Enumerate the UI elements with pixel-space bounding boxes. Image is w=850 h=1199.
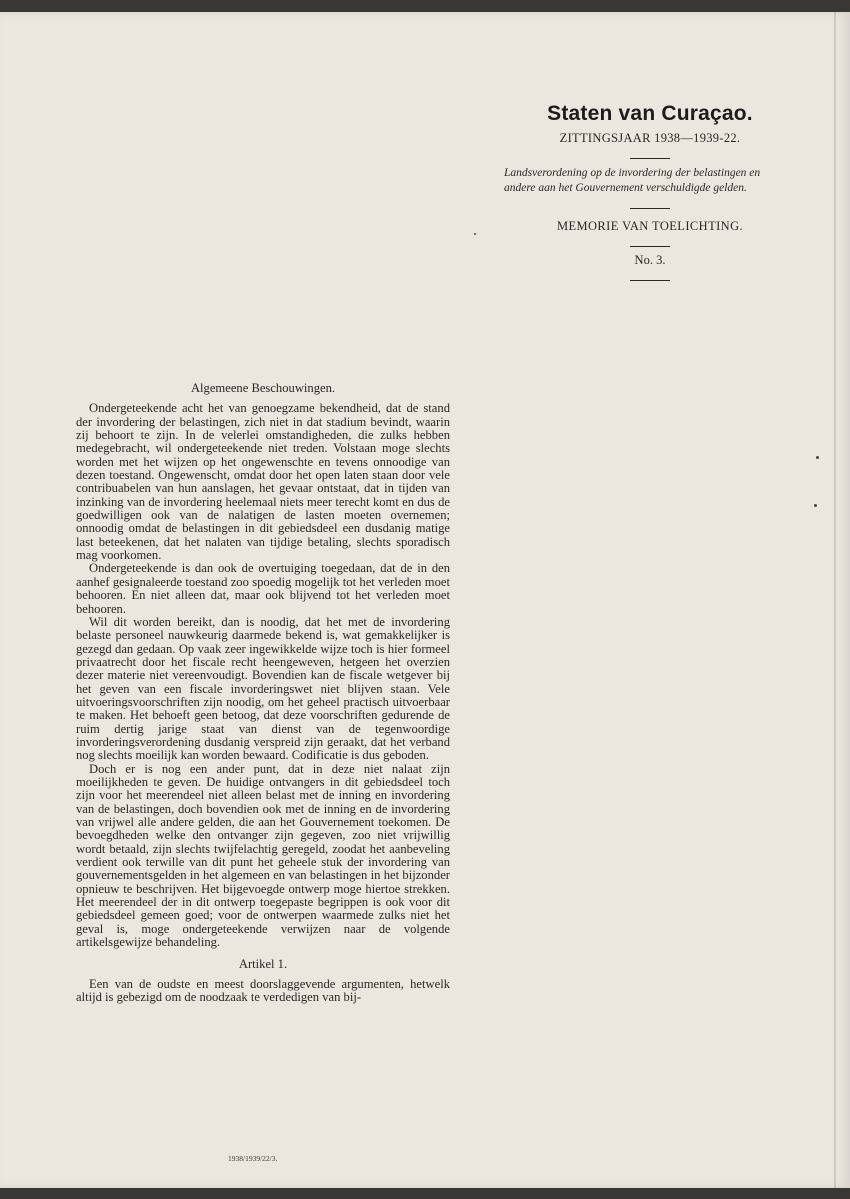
document-page xyxy=(0,12,850,1188)
paragraph: Een van de oudste en meest doorslaggevende argumenten, hetwelk altijd is gebezigd om de noodzaak te verdedigen van bij- xyxy=(76,976,450,1005)
memorie-label: MEMORIE VAN TOELICHTING. xyxy=(556,219,744,233)
paper-speck xyxy=(474,233,476,235)
subject-text: Landsverordening op de invordering der belastingen en andere aan het Gouvernement verschuldigde gelden. xyxy=(504,167,761,194)
document-header xyxy=(490,102,790,281)
article-heading: Artikel 1. xyxy=(238,957,288,972)
divider xyxy=(630,246,670,247)
document-title: Staten van Curaçao. xyxy=(547,102,753,125)
paper-speck xyxy=(814,504,817,507)
divider xyxy=(630,158,670,159)
body-column xyxy=(76,382,450,1004)
divider xyxy=(630,208,670,209)
page-edge xyxy=(834,12,836,1188)
section-heading: Algemeene Beschouwingen. xyxy=(190,381,336,395)
paragraph: Ondergeteekende is dan ook de overtuiging toegedaan, dat de in den aanhef gesignaleerde toestand zoo spoedig mogelijk tot het verleden moet behooren. En niet alleen dat, maar ook blijvend tot het verleden moet behooren. xyxy=(76,561,450,616)
divider xyxy=(630,280,670,281)
document-number: No. 3. xyxy=(634,253,666,267)
paragraph: Ondergeteekende acht het van genoegzame bekendheid, dat de stand der invordering der belastingen, zich niet in dat stadium bevindt, waarin zij behoort te zijn. In de velerlei omstandigheden, die zulks hebben medegebracht, wil ondergeteekende niet treden. Volstaan moge slechts worden met het wijzen op het ongewenschte en tevens onnoodige van dezen toestand. Ongewenscht, omdat door het open laten staan door vele contribuabelen van hun aanslagen, het gevaar ontstaat, dat in tijden van inzinking van de invordering heelemaal niets meer terecht komt en dus de goedwilligen ook van de nalatigen de lasten moeten overnemen; onnoodig omdat de belastingen in dit gebiedsdeel een dusdanig matige last beteekenen, dat het nalaten van tijdige betaling, slechts sporadisch mag voorkomen. xyxy=(76,401,450,563)
paragraph: Wil dit worden bereikt, dan is noodig, dat het met de invordering belaste personeel nauwkeurig daarmede bekend is, wat gemakkelijker is gezegd dan gedaan. Op vaak zeer ingewikkelde wijze toch is hier formeel privaatrecht door het fiscale recht heengeweven, hetgeen het overzien dezer materie niet vereenvoudigt. Bovendien kan de fiscale wetgever bij het geven van een fiscale invorderingswet niet blijven staan. Vele uitvoeringsvoorschriften zijn noodig, om het geheel practisch uitvoerbaar te maken. Het behoeft geen betoog, dat deze voorschriften gedurende de ruim dertig jarige staat van dienst van de tegenwoordige invorderingsverordening dusdanig verspreid zijn geraakt, dat het verband nog slechts moeilijk kan worden bewaard. Codificatie is dus geboden. xyxy=(76,614,450,763)
footer-code: 1938/1939/22/3. xyxy=(228,1154,278,1163)
paper-speck xyxy=(816,456,819,459)
paragraph: Doch er is nog een ander punt, dat in deze niet nalaat zijn moeilijkheden te geven. De huidige ontvangers in dit gebiedsdeel toch zijn voor het meerendeel niet alleen belast met de inning en invordering van de belastingen, doch bovendien ook met de inning en de invordering van vrijwel alle andere gelden, die aan het Gouvernement toekomen. De bevoegdheden welke den ontvanger zijn gegeven, zoo niet vrijwillig wordt betaald, zijn slechts twijfelachtig geregeld, zoodat het aanbeveling verdient ook terwille van dit punt het geheele stuk der invordering van gouvernementsgelden in het algemeen en van belastingen in het bijzonder opnieuw te beschrijven. Het bijgevoegde ontwerp moge hiertoe strekken. Het meerendeel der in dit ontwerp toegepaste begrippen is ook voor dit gebiedsdeel gemeen goed; voor de ontwerpen waarmede zulks niet het geval is, moge ondergeteekende verwijzen naar de volgende artikelsgewijze behandeling. xyxy=(76,761,450,950)
session-label: ZITTINGSJAAR 1938—1939-22. xyxy=(559,131,741,145)
